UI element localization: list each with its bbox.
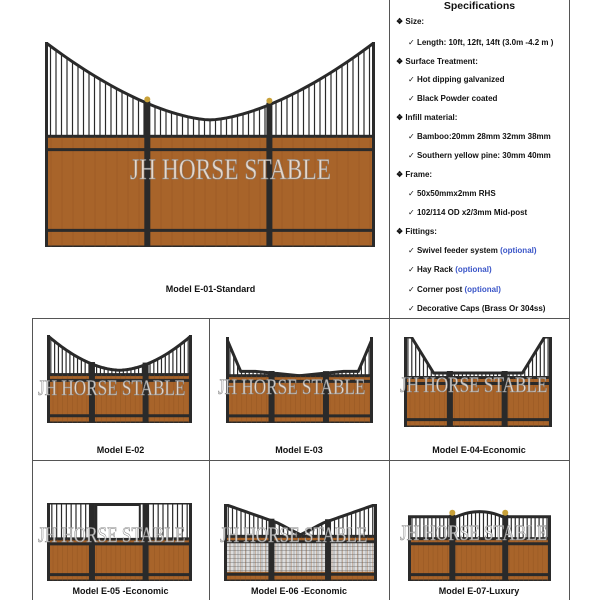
spec-item-text: 50x50mmx2mm RHS — [416, 189, 496, 198]
model-caption: Model E-06 -Economic — [210, 586, 388, 596]
check-icon: ✓ — [408, 132, 417, 141]
spec-item — [408, 208, 527, 217]
model-card-e02 — [33, 445, 208, 457]
check-icon: ✓ — [408, 304, 417, 313]
spec-item — [408, 151, 551, 160]
check-icon: ✓ — [408, 246, 417, 255]
spec-heading — [396, 113, 457, 122]
spec-heading-text: Size: — [405, 17, 425, 26]
spec-item-text: Black Powder coated — [416, 94, 498, 103]
watermark-text: JH HORSE STABLE — [218, 374, 366, 399]
watermark-text: JH HORSE STABLE — [38, 375, 186, 400]
spec-item — [408, 94, 497, 103]
spec-heading-text: Fittings: — [405, 227, 437, 236]
model-card-e07 — [390, 586, 568, 598]
watermark-text: JH HORSE STABLE — [130, 153, 331, 186]
watermark-text: JH HORSE STABLE — [400, 520, 548, 545]
check-icon: ✓ — [408, 285, 417, 294]
model-caption: Model E-04-Economic — [390, 445, 568, 455]
check-icon: ✓ — [408, 151, 417, 160]
diamond-bullet-icon: ❖ — [396, 227, 406, 236]
spec-heading — [396, 17, 424, 26]
spec-item — [408, 38, 553, 47]
check-icon: ✓ — [408, 189, 417, 198]
spec-item — [408, 75, 505, 84]
check-icon: ✓ — [408, 94, 417, 103]
model-card-e06 — [210, 586, 388, 598]
divider — [209, 318, 210, 600]
spec-item-text: 102/114 OD x2/3mm Mid-post — [416, 208, 528, 217]
spec-item — [408, 304, 545, 313]
divider — [32, 318, 33, 600]
model-caption: Model E-01-Standard — [32, 284, 389, 294]
watermark-text: JH HORSE STABLE — [38, 522, 186, 547]
optional-tag: (optional) — [464, 285, 501, 294]
model-card-e01 — [32, 284, 389, 298]
diamond-bullet-icon: ❖ — [396, 113, 406, 122]
check-icon: ✓ — [408, 265, 417, 274]
spec-item-text: Southern yellow pine: 30mm 40mm — [416, 151, 551, 160]
spec-item-text: Length: 10ft, 12ft, 14ft (3.0m -4.2 m ) — [416, 38, 554, 47]
model-caption: Model E-03 — [210, 445, 388, 455]
model-card-e05 — [33, 586, 208, 598]
diamond-bullet-icon: ❖ — [396, 17, 406, 26]
spec-item — [408, 285, 501, 294]
model-caption: Model E-07-Luxury — [390, 586, 568, 596]
divider — [569, 0, 570, 600]
spec-item-text: Hay Rack — [416, 265, 456, 274]
model-caption: Model E-05 -Economic — [33, 586, 208, 596]
spec-heading — [396, 227, 437, 236]
divider — [32, 460, 570, 461]
spec-item-text: Decorative Caps (Brass Or 304ss) — [416, 304, 546, 313]
check-icon: ✓ — [408, 75, 417, 84]
diamond-bullet-icon: ❖ — [396, 57, 406, 66]
spec-item-text: Bamboo:20mm 28mm 32mm 38mm — [416, 132, 551, 141]
check-icon: ✓ — [408, 38, 417, 47]
spec-item — [408, 132, 551, 141]
spec-heading — [396, 57, 478, 66]
watermark-text: JH HORSE STABLE — [400, 372, 548, 397]
stall-image-e01 — [45, 42, 375, 247]
divider — [32, 318, 570, 319]
optional-tag: (optional) — [455, 265, 492, 274]
spec-item — [408, 265, 492, 274]
spec-heading-text: Surface Treatment: — [405, 57, 478, 66]
spec-heading-text: Infill material: — [405, 113, 458, 122]
optional-tag: (optional) — [500, 246, 537, 255]
spec-item — [408, 189, 496, 198]
check-icon: ✓ — [408, 208, 417, 217]
model-card-e04 — [390, 445, 568, 457]
spec-item-text: Corner post — [416, 285, 465, 294]
spec-heading — [396, 170, 432, 179]
specifications-title: Specifications — [443, 0, 516, 12]
spec-item-text: Hot dipping galvanized — [416, 75, 505, 84]
spec-item-text: Swivel feeder system — [416, 246, 501, 255]
specifications-panel — [390, 0, 569, 318]
model-caption: Model E-02 — [33, 445, 208, 455]
watermark-text: JH HORSE STABLE — [220, 522, 368, 547]
diamond-bullet-icon: ❖ — [396, 170, 406, 179]
model-card-e03 — [210, 445, 388, 457]
spec-heading-text: Frame: — [405, 170, 433, 179]
spec-item — [408, 246, 537, 255]
